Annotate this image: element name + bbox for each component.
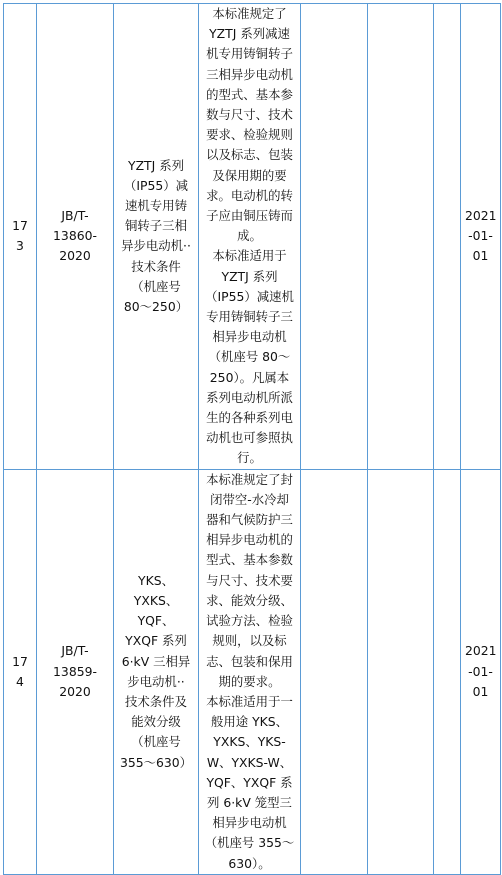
name-text: （机座号 [131, 278, 181, 294]
description-text: W、YXKS-W、 [206, 754, 293, 770]
description-text: 以及标志、包装 [206, 147, 293, 163]
empty-cell [301, 4, 368, 470]
name-text: 步电动机·· [127, 673, 185, 689]
description-text: 数与尺寸、技术 [206, 107, 293, 123]
name-text: YXKS、 [133, 592, 179, 608]
description-text: （机座号 355～ [204, 835, 295, 851]
description-text: YXKS、YKS- [213, 734, 286, 750]
seq-text: 4 [16, 673, 24, 689]
description-text: 般用途 YKS、 [210, 714, 289, 730]
name-cell [114, 469, 199, 874]
description-text: 三相异步电动机 [206, 66, 293, 82]
description-text: 型式、基本参数 [206, 552, 293, 568]
date-cell [461, 469, 501, 874]
description-text: 相异步电动机的 [206, 532, 293, 548]
description-text: 规则，以及标 [212, 633, 287, 649]
standards-table [3, 3, 501, 875]
name-text: 铜转子三相 [125, 218, 187, 234]
name-text: YQF、 [137, 613, 175, 629]
empty-cell [301, 469, 368, 874]
code-cell [37, 4, 114, 470]
description-text: 期的要求。 [218, 673, 281, 689]
description-text: 闭带空-水冷却 [210, 491, 289, 507]
name-cell [114, 4, 199, 470]
description-text: 动机也可参照执 [206, 430, 293, 446]
description-text: 志、包装和保用 [206, 653, 293, 669]
description-text: 与尺寸、技术要 [206, 572, 293, 588]
description-cell [199, 469, 301, 874]
name-text: （IP55）减 [123, 177, 189, 193]
code-text: 13860- [53, 228, 97, 244]
description-text: 要求、检验规则 [206, 127, 293, 143]
description-text: 本标准适用于 [212, 248, 287, 264]
name-text: 355～630） [119, 754, 193, 770]
seq-cell [4, 4, 37, 470]
description-text: 子应由铜压铸而 [206, 208, 293, 224]
empty-cell [368, 4, 434, 470]
name-text: 技术条件 [131, 258, 181, 274]
description-text: 成。 [237, 228, 262, 244]
description-text: 行。 [237, 450, 262, 466]
description-text: 列 6·kV 笼型三 [207, 794, 292, 810]
description-text: 本标准适用于一 [206, 693, 293, 709]
code-text: JB/T- [61, 643, 89, 659]
date-text: 01 [472, 683, 489, 699]
code-text: JB/T- [61, 208, 89, 224]
code-text: 2020 [59, 248, 91, 264]
description-text: 本标准规定了封 [206, 471, 293, 487]
date-cell [461, 4, 501, 470]
description-text: 630）。 [228, 855, 271, 871]
name-text: 异步电动机·· [121, 238, 191, 254]
empty-cell [368, 469, 434, 874]
description-text: YZTJ 系列减速 [209, 26, 290, 42]
description-text: 相异步电动机 [212, 815, 287, 831]
date-text: -01- [468, 663, 493, 679]
description-text: YQF、YXQF 系 [206, 774, 293, 790]
name-text: （机座号 [131, 734, 181, 750]
empty-cell [434, 469, 461, 874]
description-text: 生的各种系列电 [206, 410, 293, 426]
date-text: -01- [468, 228, 493, 244]
description-text: 的型式、基本参 [206, 86, 293, 102]
code-text: 13859- [53, 663, 97, 679]
name-text: 技术条件及 [125, 693, 187, 709]
description-text: 器和气候防护三 [206, 512, 293, 528]
description-text: 试验方法、检验 [206, 613, 293, 629]
table-row [4, 469, 501, 874]
description-text: 及保用期的要 [212, 167, 287, 183]
name-text: YXQF 系列 [125, 633, 187, 649]
description-text: 本标准规定了 [212, 6, 287, 21]
description-text: （IP55）减速机 [205, 288, 294, 304]
description-text: 系列电动机所派 [206, 389, 293, 405]
code-text: 2020 [59, 683, 91, 699]
seq-text: 17 [12, 653, 28, 669]
date-text: 01 [472, 248, 489, 264]
description-text: 求。电动机的转 [206, 187, 293, 203]
description-text: 250）。凡属本 [209, 369, 290, 385]
empty-cell [434, 4, 461, 470]
name-text: 80～250） [123, 298, 189, 314]
seq-cell [4, 469, 37, 874]
description-text: 求、能效分级、 [206, 592, 293, 608]
description-text: 相异步电动机 [212, 329, 287, 345]
name-text: 能效分级 [131, 714, 181, 730]
name-text: YKS、 [138, 572, 174, 588]
seq-text: 3 [16, 238, 24, 254]
description-text: （机座号 80～ [208, 349, 291, 365]
description-text: YZTJ 系列 [221, 268, 278, 284]
date-text: 2021 [465, 643, 497, 659]
name-text: 6·kV 三相异 [121, 653, 191, 669]
code-cell [37, 469, 114, 874]
description-text: 机专用铸铜转子 [206, 46, 293, 62]
seq-text: 17 [12, 218, 28, 234]
table-row [4, 4, 501, 470]
date-text: 2021 [465, 208, 497, 224]
name-text: YZTJ 系列 [128, 157, 184, 173]
description-cell [199, 4, 301, 470]
name-text: 速机专用铸 [125, 197, 187, 213]
description-text: 专用铸铜转子三 [206, 309, 293, 325]
